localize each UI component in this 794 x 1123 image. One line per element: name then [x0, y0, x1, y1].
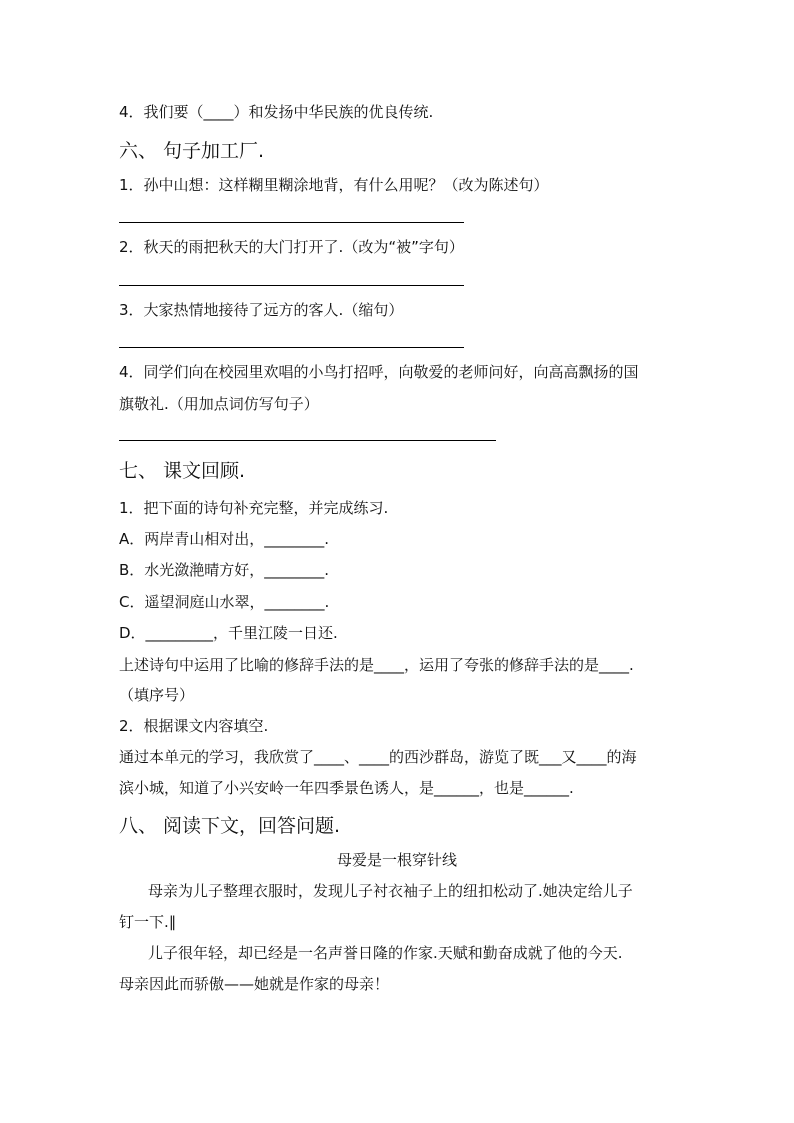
section-7-q2-text-1: 通过本单元的学习，我欣赏了____、____的西沙群岛，游览了既___又____的海: [119, 748, 637, 766]
section-7-q1: 1．把下面的诗句补充完整，并完成练习.: [119, 499, 389, 517]
passage-title: 母爱是一根穿针线: [336, 851, 457, 869]
poem-line-b: B．水光潋滟晴方好，________.: [119, 561, 330, 579]
section-6-item-3: 3．大家热情地接待了远方的客人.（缩句）: [119, 301, 404, 319]
passage-para-2-line-2: 母亲因此而骄傲——她就是作家的母亲！: [119, 975, 390, 993]
section-8-heading: 八、 阅读下文，回答问题.: [119, 815, 341, 837]
passage-para-2-line-1: 儿子很年轻，却已经是一名声誉日隆的作家.天赋和勤奋成就了他的今天.: [148, 944, 623, 962]
section-7-heading: 七、 课文回顾.: [119, 460, 246, 482]
section-6-item-4-line-2: 旗敬礼.（用加点词仿写句子）: [119, 395, 319, 413]
section-6-item-4-line-1: 4．同学们向在校园里欢唱的小鸟打招呼，向敬爱的老师问好，向高高飘扬的国: [119, 363, 639, 381]
poem-line-c: C．遥望洞庭山水翠，________.: [119, 593, 330, 611]
answer-line[interactable]: [119, 347, 464, 348]
section-6-heading: 六、 句子加工厂.: [119, 140, 265, 162]
section-7-q1-follow-2: （填序号）: [119, 686, 195, 704]
section-6-item-2: 2．秋天的雨把秋天的大门打开了.（改为“被”字句）: [119, 238, 464, 256]
q5-item-4: 4．我们要（____）和发扬中华民族的优良传统.: [119, 103, 434, 121]
answer-line[interactable]: [119, 222, 464, 223]
section-7-q2: 2．根据课文内容填空.: [119, 717, 269, 735]
section-7-q1-follow-1: 上述诗句中运用了比喻的修辞手法的是____，运用了夸张的修辞手法的是____.: [119, 656, 634, 674]
answer-line[interactable]: [119, 285, 464, 286]
poem-line-d: D．_________，千里江陵一日还.: [119, 624, 338, 642]
passage-para-1-line-2: 钉一下.∥: [119, 913, 177, 931]
answer-line[interactable]: [119, 440, 496, 441]
section-7-q2-text-2: 滨小城，知道了小兴安岭一年四季景色诱人，是______，也是______.: [119, 779, 574, 797]
poem-line-a: A．两岸青山相对出，________.: [119, 530, 330, 548]
passage-para-1-line-1: 母亲为儿子整理衣服时，发现儿子衬衣袖子上的纽扣松动了.她决定给儿子: [148, 882, 633, 900]
section-6-item-1: 1．孙中山想：这样糊里糊涂地背，有什么用呢？（改为陈述句）: [119, 176, 549, 194]
